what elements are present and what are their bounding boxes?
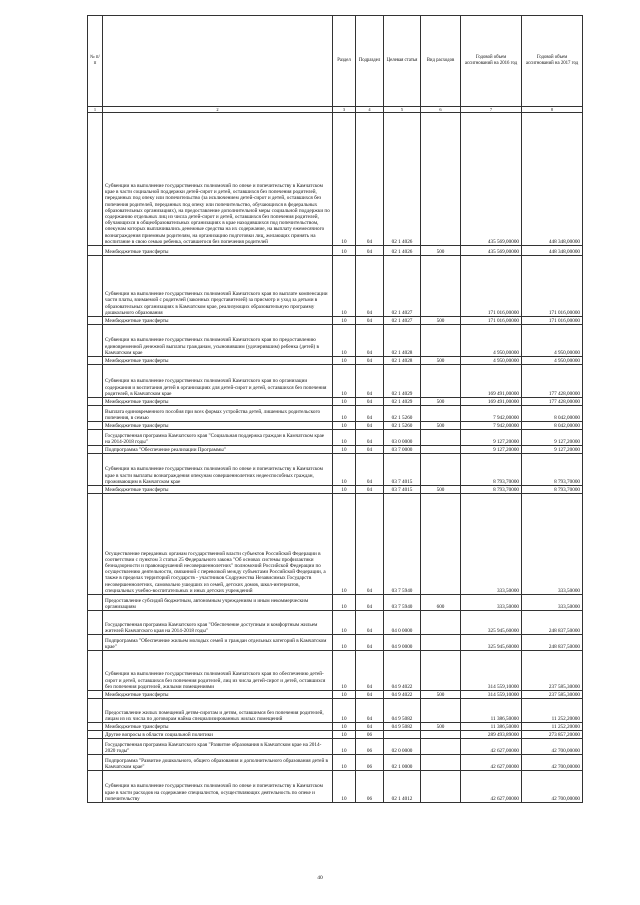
row-number-cell xyxy=(88,317,103,325)
row-target-article-cell: 02 1 4026 xyxy=(384,246,421,256)
row-number-cell xyxy=(88,691,103,699)
row-podrazdel-cell: 04 xyxy=(356,422,384,430)
row-razdel-cell: 10 xyxy=(333,398,356,406)
row-target-article-cell: 02 1 4012 xyxy=(384,771,421,803)
row-expense-type-cell xyxy=(421,406,461,422)
row-podrazdel-cell: 04 xyxy=(356,246,384,256)
header-name xyxy=(103,16,333,107)
row-expense-type-cell xyxy=(421,651,461,691)
row-expense-type-cell: 500 xyxy=(421,398,461,406)
row-amount-2016-cell: 333,50000 xyxy=(461,494,522,595)
row-amount-2017-cell: 8 042,00000 xyxy=(522,422,583,430)
row-number-cell xyxy=(88,422,103,430)
row-name-cell: Субвенции на выполнение государственных полномочий по опеке и попечительству в Камчатском крае в части социальной поддержки детей-сирот и детей, оставшихся без попечения родителей, переданных под опеку или попечительство (за исключением детей-сирот и детей, оставшихся без попечения родителей, переданных под опеку или попечительство, обучающихся в федеральных образовательных организациях), на предоставление дополнительной меры социальной поддержки по содержанию отдельных лиц из числа детей-сирот и детей, оставшихся без попечения родителей, обучающихся в общеобразовательных организациях в крае находившихся под попечительством, опекунам которых выплачивались денежные средства на их содержание, на выплату ежемесячного вознаграждения приемным родителям, на организацию подготовки лиц, желающих принять на воспитание в свою семью ребенка, оставшегося без попечения родителей xyxy=(103,113,333,246)
row-number-cell xyxy=(88,406,103,422)
row-target-article-cell: 04 9 5082 xyxy=(384,723,421,731)
row-amount-2016-cell: 171 016,00000 xyxy=(461,256,522,317)
column-number: 3 xyxy=(333,107,356,113)
column-number: 1 xyxy=(88,107,103,113)
row-amount-2017-cell: 237 585,30000 xyxy=(522,651,583,691)
row-number-cell xyxy=(88,595,103,611)
row-expense-type-cell xyxy=(421,771,461,803)
row-podrazdel-cell: 06 xyxy=(356,755,384,771)
row-amount-2017-cell: 8 793,70000 xyxy=(522,454,583,486)
row-amount-2017-cell: 273 857,20000 xyxy=(522,731,583,739)
row-amount-2017-cell: 171 016,00000 xyxy=(522,256,583,317)
table-row xyxy=(88,454,583,486)
row-amount-2016-cell: 171 016,00000 xyxy=(461,317,522,325)
row-expense-type-cell xyxy=(421,446,461,454)
row-name-cell: Субвенции на выполнение государственных полномочий Камчатского края по выплате компенсации части платы, взимаемой с родителей (законных представителей) за присмотр и уход за детьми в образовательных организациях в Камчатском крае, реализующих образовательную программу дошкольного образования xyxy=(103,256,333,317)
row-expense-type-cell xyxy=(421,113,461,246)
row-expense-type-cell xyxy=(421,325,461,357)
row-target-article-cell: 03 7 4015 xyxy=(384,486,421,494)
row-name-cell: Государственная программа Камчатского края "Социальная поддержка граждан в Камчатском крае на 2014-2018 годы" xyxy=(103,430,333,446)
row-razdel-cell: 10 xyxy=(333,365,356,398)
row-expense-type-cell xyxy=(421,699,461,723)
row-amount-2016-cell: 435 569,00000 xyxy=(461,113,522,246)
row-name-cell: Субвенции на выполнение государственных полномочий Камчатского края по организации содержания и воспитания детей в организациях для детей-сирот и детей, оставшихся без попечения родителей, в Камчатском крае xyxy=(103,365,333,398)
row-amount-2017-cell: 9 127,20000 xyxy=(522,446,583,454)
row-amount-2016-cell: 9 127,20000 xyxy=(461,446,522,454)
row-name-cell: Подпрограмма "Обеспечение жильем молодых семей и граждан отдельных категорий в Камчатском крае" xyxy=(103,635,333,651)
budget-allocation-table xyxy=(87,15,583,803)
row-amount-2016-cell: 4 950,00000 xyxy=(461,325,522,357)
row-number-cell xyxy=(88,731,103,739)
row-name-cell: Субвенции на выполнение государственных полномочий Камчатского края по предоставлению единовременной денежной выплаты гражданам, усыновившим (удочерившим) ребенка (детей) в Камчатском крае xyxy=(103,325,333,357)
row-podrazdel-cell: 06 xyxy=(356,731,384,739)
table-row xyxy=(88,755,583,771)
row-name-cell: Субвенции на выполнение государственных полномочий Камчатского края по обеспечению детей-сирот и детей, оставшихся без попечения родителей, лиц из числа детей-сирот и детей, оставшихся без попечения родителей, жилыми помещениями xyxy=(103,651,333,691)
row-podrazdel-cell: 04 xyxy=(356,454,384,486)
row-target-article-cell: 04 9 0000 xyxy=(384,635,421,651)
row-amount-2016-cell: 325 945,60000 xyxy=(461,611,522,635)
row-razdel-cell: 10 xyxy=(333,771,356,803)
row-number-cell xyxy=(88,398,103,406)
row-name-cell: Предоставление субсидий бюджетным, автономным учреждениям и иным некоммерческим организациям xyxy=(103,595,333,611)
header-num: № п/п xyxy=(88,16,103,107)
row-number-cell xyxy=(88,357,103,365)
row-podrazdel-cell: 04 xyxy=(356,691,384,699)
header-podrazdel: Подраздел xyxy=(356,16,384,107)
row-number-cell xyxy=(88,446,103,454)
row-amount-2017-cell: 177 428,00000 xyxy=(522,365,583,398)
row-name-cell: Предоставление жилых помещений детям-сиротам и детям, оставшимся без попечения родителей, лицам из их числа по договорам найма специализированных жилых помещений xyxy=(103,699,333,723)
row-podrazdel-cell: 04 xyxy=(356,446,384,454)
row-razdel-cell: 10 xyxy=(333,595,356,611)
row-expense-type-cell: 600 xyxy=(421,595,461,611)
row-number-cell xyxy=(88,494,103,595)
row-amount-2016-cell: 42 627,00000 xyxy=(461,739,522,755)
table-row xyxy=(88,317,583,325)
row-podrazdel-cell: 04 xyxy=(356,699,384,723)
header-expense-type: Вид расходов xyxy=(421,16,461,107)
row-podrazdel-cell: 04 xyxy=(356,406,384,422)
row-number-cell xyxy=(88,699,103,723)
row-number-cell xyxy=(88,486,103,494)
row-razdel-cell: 10 xyxy=(333,635,356,651)
column-number: 7 xyxy=(461,107,522,113)
row-number-cell xyxy=(88,246,103,256)
row-razdel-cell: 10 xyxy=(333,486,356,494)
row-expense-type-cell: 500 xyxy=(421,691,461,699)
row-amount-2016-cell: 8 793,70000 xyxy=(461,486,522,494)
row-amount-2016-cell: 169 491,00000 xyxy=(461,365,522,398)
table-row xyxy=(88,398,583,406)
row-amount-2017-cell: 42 700,00000 xyxy=(522,739,583,755)
row-target-article-cell: 02 1 4027 xyxy=(384,317,421,325)
row-expense-type-cell xyxy=(421,365,461,398)
table-row xyxy=(88,595,583,611)
table-row xyxy=(88,113,583,246)
row-amount-2017-cell: 248 837,50000 xyxy=(522,635,583,651)
row-razdel-cell: 10 xyxy=(333,446,356,454)
row-podrazdel-cell: 04 xyxy=(356,113,384,246)
row-target-article-cell: 02 1 0000 xyxy=(384,755,421,771)
row-podrazdel-cell: 04 xyxy=(356,595,384,611)
row-podrazdel-cell: 04 xyxy=(356,256,384,317)
row-amount-2017-cell: 42 700,00000 xyxy=(522,755,583,771)
row-podrazdel-cell: 04 xyxy=(356,398,384,406)
row-razdel-cell: 10 xyxy=(333,454,356,486)
column-number: 8 xyxy=(522,107,583,113)
row-amount-2017-cell: 333,50000 xyxy=(522,494,583,595)
row-number-cell xyxy=(88,635,103,651)
table-row xyxy=(88,325,583,357)
row-name-cell: Межбюджетные трансферты xyxy=(103,486,333,494)
row-target-article-cell: 02 1 5260 xyxy=(384,422,421,430)
row-name-cell: Межбюджетные трансферты xyxy=(103,246,333,256)
row-expense-type-cell xyxy=(421,494,461,595)
row-expense-type-cell: 500 xyxy=(421,422,461,430)
row-target-article-cell: 04 0 0000 xyxy=(384,611,421,635)
row-target-article-cell: 02 1 4028 xyxy=(384,357,421,365)
table-row xyxy=(88,739,583,755)
row-amount-2016-cell: 333,50000 xyxy=(461,595,522,611)
row-podrazdel-cell: 04 xyxy=(356,357,384,365)
row-expense-type-cell: 500 xyxy=(421,246,461,256)
row-name-cell: Выплата единовременного пособия при всех формах устройства детей, лишенных родительского попечения, в семью xyxy=(103,406,333,422)
row-amount-2017-cell: 8 042,00000 xyxy=(522,406,583,422)
row-target-article-cell: 02 1 4027 xyxy=(384,256,421,317)
header-target-article: Целевая статья xyxy=(384,16,421,107)
table-row xyxy=(88,771,583,803)
row-razdel-cell: 10 xyxy=(333,494,356,595)
row-amount-2017-cell: 11 252,20000 xyxy=(522,699,583,723)
row-name-cell: Межбюджетные трансферты xyxy=(103,398,333,406)
row-number-cell xyxy=(88,651,103,691)
row-podrazdel-cell: 06 xyxy=(356,771,384,803)
table-row xyxy=(88,256,583,317)
row-amount-2017-cell: 42 700,00000 xyxy=(522,771,583,803)
row-razdel-cell: 10 xyxy=(333,317,356,325)
row-expense-type-cell: 500 xyxy=(421,317,461,325)
row-number-cell xyxy=(88,256,103,317)
row-number-cell xyxy=(88,430,103,446)
row-amount-2017-cell: 9 127,20000 xyxy=(522,430,583,446)
row-razdel-cell: 10 xyxy=(333,422,356,430)
row-name-cell: Межбюджетные трансферты xyxy=(103,422,333,430)
row-target-article-cell: 02 1 4029 xyxy=(384,365,421,398)
header-amount-2017: Годовой объем ассигнований на 2017 год xyxy=(522,16,583,107)
header-razdel: Раздел xyxy=(333,16,356,107)
row-expense-type-cell xyxy=(421,454,461,486)
row-amount-2017-cell: 448 348,00000 xyxy=(522,246,583,256)
row-number-cell xyxy=(88,325,103,357)
row-razdel-cell: 10 xyxy=(333,651,356,691)
table-row xyxy=(88,365,583,398)
row-name-cell: Субвенции на выполнение государственных полномочий по опеке и попечительству в Камчатском крае в части выплаты вознаграждения опекунам совершеннолетних недееспособных граждан, проживающим в Камчатском крае xyxy=(103,454,333,486)
row-amount-2016-cell: 314 559,10000 xyxy=(461,691,522,699)
table-row xyxy=(88,446,583,454)
row-expense-type-cell xyxy=(421,635,461,651)
row-target-article-cell xyxy=(384,731,421,739)
row-number-cell xyxy=(88,755,103,771)
row-target-article-cell: 04 9 4022 xyxy=(384,691,421,699)
row-expense-type-cell: 500 xyxy=(421,723,461,731)
row-amount-2017-cell: 177 428,00000 xyxy=(522,398,583,406)
row-podrazdel-cell: 04 xyxy=(356,611,384,635)
row-amount-2016-cell: 8 793,70000 xyxy=(461,454,522,486)
table-row xyxy=(88,422,583,430)
row-target-article-cell: 04 9 5082 xyxy=(384,699,421,723)
row-number-cell xyxy=(88,771,103,803)
row-target-article-cell: 03 7 5940 xyxy=(384,494,421,595)
row-razdel-cell: 10 xyxy=(333,357,356,365)
row-razdel-cell: 10 xyxy=(333,406,356,422)
row-razdel-cell: 10 xyxy=(333,325,356,357)
row-amount-2017-cell: 8 793,70000 xyxy=(522,486,583,494)
row-amount-2017-cell: 237 585,30000 xyxy=(522,691,583,699)
table-row xyxy=(88,651,583,691)
row-amount-2017-cell: 248 837,50000 xyxy=(522,611,583,635)
row-amount-2016-cell: 169 491,00000 xyxy=(461,398,522,406)
row-name-cell: Другие вопросы в области социальной политики xyxy=(103,731,333,739)
table-row xyxy=(88,731,583,739)
row-name-cell: Межбюджетные трансферты xyxy=(103,317,333,325)
row-amount-2016-cell: 7 942,00000 xyxy=(461,406,522,422)
row-podrazdel-cell: 04 xyxy=(356,723,384,731)
row-podrazdel-cell: 06 xyxy=(356,739,384,755)
row-expense-type-cell xyxy=(421,755,461,771)
row-expense-type-cell: 500 xyxy=(421,486,461,494)
row-razdel-cell: 10 xyxy=(333,691,356,699)
row-razdel-cell: 10 xyxy=(333,256,356,317)
page-number: 40 xyxy=(317,875,323,881)
row-razdel-cell: 10 xyxy=(333,755,356,771)
row-expense-type-cell xyxy=(421,731,461,739)
row-podrazdel-cell: 04 xyxy=(356,325,384,357)
row-razdel-cell: 10 xyxy=(333,723,356,731)
row-name-cell: Осуществление переданных органам государственной власти субъектов Российской Федерации в соответствии с пунктом 3 статьи 25 Федерального закона "Об основах системы профилактики безнадзорности и правонарушений несовершеннолетних" полномочий Российской Федерации по осуществлению деятельности, связанной с перевозкой между субъектами Российской Федерации, а также в пределах территорий государств - участников Содружества Независимых Государств несовершеннолетних, самовольно ушедших из семей, детских домов, школ-интернатов, специальных учебно-воспитательных и иных детских учреждений xyxy=(103,494,333,595)
row-razdel-cell: 10 xyxy=(333,731,356,739)
row-target-article-cell: 02 1 4028 xyxy=(384,325,421,357)
row-expense-type-cell: 500 xyxy=(421,357,461,365)
row-amount-2017-cell: 333,50000 xyxy=(522,595,583,611)
table-header xyxy=(88,16,583,107)
row-podrazdel-cell: 04 xyxy=(356,430,384,446)
row-razdel-cell: 10 xyxy=(333,739,356,755)
row-target-article-cell: 03 7 4015 xyxy=(384,454,421,486)
row-amount-2016-cell: 42 627,00000 xyxy=(461,755,522,771)
row-number-cell xyxy=(88,113,103,246)
table-row xyxy=(88,611,583,635)
row-razdel-cell: 10 xyxy=(333,611,356,635)
column-number: 6 xyxy=(421,107,461,113)
row-name-cell: Межбюджетные трансферты xyxy=(103,723,333,731)
header-amount-2016: Годовой объем ассигнований на 2016 год xyxy=(461,16,522,107)
table-row xyxy=(88,357,583,365)
row-expense-type-cell xyxy=(421,430,461,446)
row-amount-2016-cell: 314 559,10000 xyxy=(461,651,522,691)
budget-table-page xyxy=(87,15,582,803)
row-target-article-cell: 02 1 4029 xyxy=(384,398,421,406)
row-target-article-cell: 03 7 0000 xyxy=(384,446,421,454)
row-name-cell: Подпрограмма "Обеспечение реализации Программы" xyxy=(103,446,333,454)
row-podrazdel-cell: 04 xyxy=(356,494,384,595)
row-target-article-cell: 02 0 0000 xyxy=(384,739,421,755)
row-podrazdel-cell: 04 xyxy=(356,635,384,651)
row-name-cell: Подпрограмма "Развитие дошкольного, общего образования и дополнительного образования детей в Камчатском крае" xyxy=(103,755,333,771)
row-podrazdel-cell: 04 xyxy=(356,317,384,325)
row-number-cell xyxy=(88,611,103,635)
row-amount-2016-cell: 42 627,00000 xyxy=(461,771,522,803)
row-podrazdel-cell: 04 xyxy=(356,651,384,691)
row-amount-2017-cell: 4 950,00000 xyxy=(522,325,583,357)
table-row xyxy=(88,635,583,651)
row-amount-2016-cell: 435 569,00000 xyxy=(461,246,522,256)
row-number-cell xyxy=(88,454,103,486)
table-row xyxy=(88,406,583,422)
row-razdel-cell: 10 xyxy=(333,430,356,446)
table-row xyxy=(88,486,583,494)
column-number: 2 xyxy=(103,107,333,113)
row-number-cell xyxy=(88,723,103,731)
row-target-article-cell: 03 7 5940 xyxy=(384,595,421,611)
table-row xyxy=(88,699,583,723)
row-amount-2016-cell: 11 386,50000 xyxy=(461,723,522,731)
column-number: 5 xyxy=(384,107,421,113)
row-target-article-cell: 02 1 4026 xyxy=(384,113,421,246)
row-amount-2017-cell: 11 252,20000 xyxy=(522,723,583,731)
row-expense-type-cell xyxy=(421,256,461,317)
table-row xyxy=(88,723,583,731)
row-name-cell: Межбюджетные трансферты xyxy=(103,691,333,699)
row-amount-2016-cell: 11 386,50000 xyxy=(461,699,522,723)
row-target-article-cell: 03 0 0000 xyxy=(384,430,421,446)
row-target-article-cell: 02 1 5260 xyxy=(384,406,421,422)
table-row xyxy=(88,691,583,699)
row-name-cell: Субвенции на выполнение государственных полномочий по опеке и попечительству в Камчатском крае в части расходов на содержание специалистов, осуществляющих деятельность по опеке и попечительству xyxy=(103,771,333,803)
row-number-cell xyxy=(88,739,103,755)
table-row xyxy=(88,246,583,256)
row-razdel-cell: 10 xyxy=(333,113,356,246)
row-amount-2016-cell: 325 945,60000 xyxy=(461,635,522,651)
row-name-cell: Государственная программа Камчатского края "Развитие образования в Камчатском крае на 2014-2020 годы" xyxy=(103,739,333,755)
row-name-cell: Межбюджетные трансферты xyxy=(103,357,333,365)
table-body xyxy=(88,113,583,803)
row-name-cell: Государственная программа Камчатского края "Обеспечение доступным и комфортным жильем жителей Камчатского края на 2014-2018 годы" xyxy=(103,611,333,635)
row-amount-2017-cell: 448 348,00000 xyxy=(522,113,583,246)
row-razdel-cell: 10 xyxy=(333,699,356,723)
column-number: 4 xyxy=(356,107,384,113)
row-amount-2016-cell: 289 493,89000 xyxy=(461,731,522,739)
row-amount-2016-cell: 7 942,00000 xyxy=(461,422,522,430)
table-row xyxy=(88,430,583,446)
row-podrazdel-cell: 04 xyxy=(356,486,384,494)
table-row xyxy=(88,494,583,595)
row-razdel-cell: 10 xyxy=(333,246,356,256)
row-expense-type-cell xyxy=(421,611,461,635)
row-number-cell xyxy=(88,365,103,398)
row-target-article-cell: 04 9 4022 xyxy=(384,651,421,691)
row-expense-type-cell xyxy=(421,739,461,755)
row-amount-2016-cell: 4 950,00000 xyxy=(461,357,522,365)
row-amount-2017-cell: 171 016,00000 xyxy=(522,317,583,325)
row-amount-2016-cell: 9 127,20000 xyxy=(461,430,522,446)
row-podrazdel-cell: 04 xyxy=(356,365,384,398)
row-amount-2017-cell: 4 950,00000 xyxy=(522,357,583,365)
